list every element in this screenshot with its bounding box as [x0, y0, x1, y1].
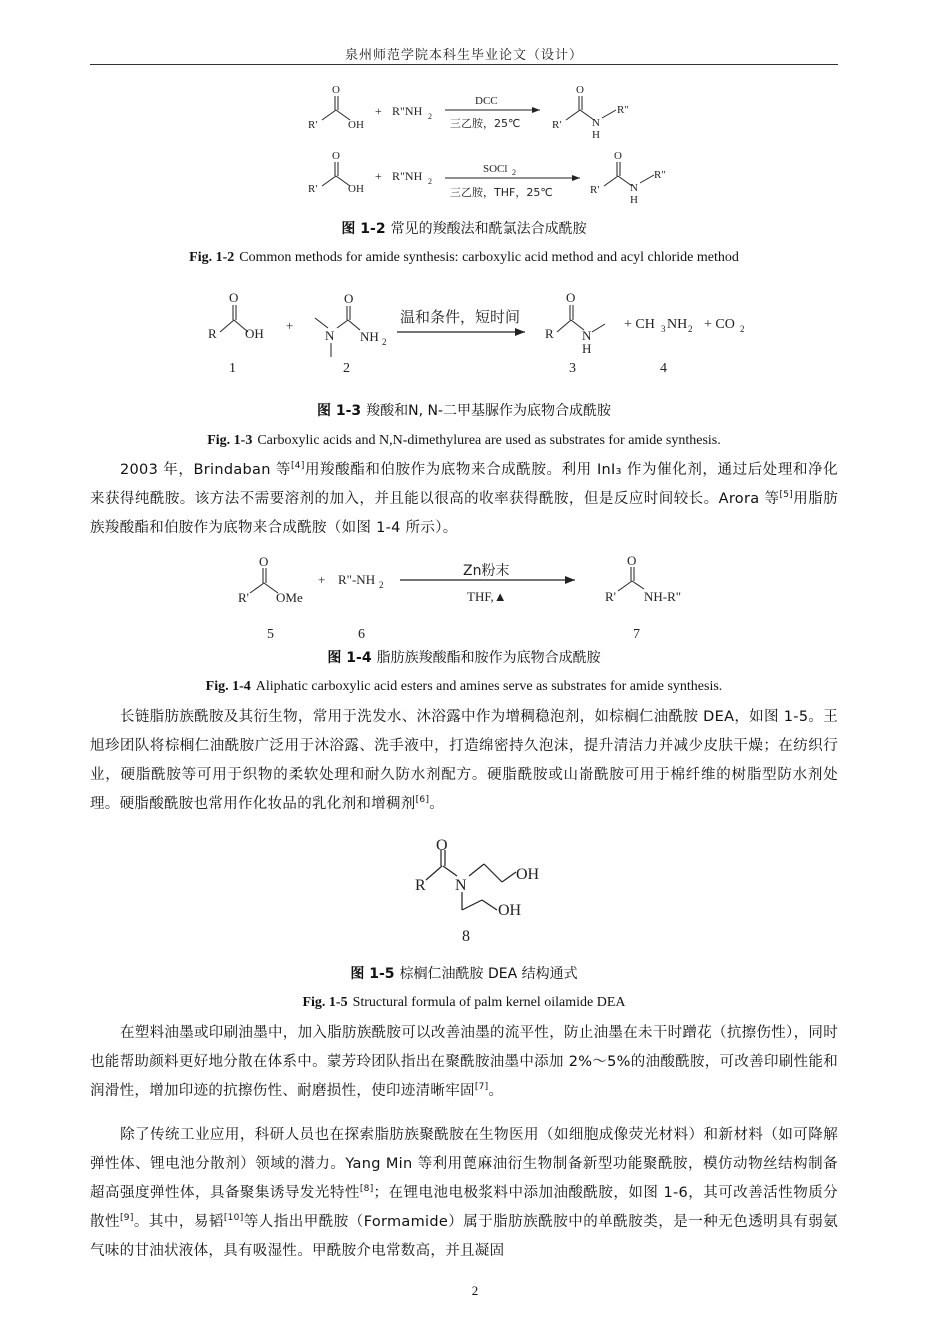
figure-1-5-caption-cn	[90, 963, 838, 983]
figure-label: Fig. 1-3	[207, 433, 253, 448]
scheme-row-2	[308, 150, 666, 206]
atom-o: O	[576, 84, 584, 96]
text-run: ；在锂电池电极浆料中添加油酸酰胺，如图 1-6，其可改善活性物质分散性	[90, 1185, 838, 1230]
text-run: 。	[429, 796, 445, 812]
structure-drawing	[412, 838, 562, 948]
atom-h: H	[582, 341, 592, 356]
atom-o: O	[436, 837, 448, 854]
hydroxyl-group: OH	[516, 866, 540, 883]
figure-1-2-caption-cn	[90, 218, 838, 238]
reagent-label: SOCl	[483, 163, 508, 175]
text-run: 等人指出甲酰胺（Formamide）属于脂肪族酰胺中的单酰胺类，是一种无色透明具有弱氨气味的甘油状液体，具有吸湿性。甲酰胺介电常数高，并且凝固	[90, 1214, 838, 1259]
atom-o: O	[627, 553, 637, 568]
byproduct-methylamine: + CH	[624, 317, 655, 332]
hydroxyl-group: OH	[498, 902, 522, 919]
atom-oh: OH	[245, 326, 264, 341]
atom-h: H	[630, 194, 638, 206]
atom-r2: R"	[617, 104, 629, 116]
atom-o: O	[229, 290, 239, 305]
caption-text: 棕榈仁油酰胺 DEA 结构通式	[399, 966, 578, 982]
atom-r: R	[545, 326, 554, 341]
figure-1-4-caption-en	[90, 679, 838, 695]
paragraph-biomedical	[90, 1121, 838, 1266]
citation-ref: [7]	[474, 1082, 489, 1092]
arrow-condition: 温和条件，短时间	[400, 308, 521, 326]
atom-o: O	[332, 84, 340, 96]
compound-number: 8	[462, 928, 470, 945]
atom-o: O	[332, 150, 340, 162]
reaction-scheme-drawing	[200, 290, 760, 385]
amide-nh-group: NH-R"	[644, 589, 682, 604]
byproduct-methylamine-tail: NH	[667, 317, 688, 332]
paragraph-long-chain-amides	[90, 703, 838, 819]
caption-text: Structural formula of palm kernel oilamide DEA	[352, 995, 626, 1010]
atom-r: R	[208, 326, 217, 341]
text-run: 在塑料油墨或印刷油墨中，加入脂肪族酰胺可以改善油墨的流平性，防止油墨在未干时蹭花（抗擦伤性），同时也能帮助颜料更好地分散在体系中。蒙芳玲团队指出在聚酰胺油墨中添加 2%～5%的油酸酰胺，可改善印刷性能和润滑性，增加印迹的抗擦伤性、耐磨损性，使印迹清晰牢固	[90, 1025, 838, 1099]
atom-o: O	[566, 290, 576, 305]
citation-ref: [9]	[120, 1213, 134, 1223]
atom-n: N	[325, 328, 335, 343]
page-number: 2	[471, 1283, 479, 1298]
atom-r: R'	[238, 590, 250, 605]
citation-ref: [8]	[359, 1184, 374, 1194]
figure-1-4-caption-cn	[90, 647, 838, 667]
atom-r: R'	[308, 183, 318, 195]
atom-oh: OH	[348, 183, 364, 195]
condition-label: 三乙胺，25℃	[450, 117, 521, 130]
figure-label: 图 1-5	[350, 966, 395, 982]
subscript: 2	[379, 580, 384, 590]
condition-label: THF,▲	[467, 589, 507, 604]
atom-n: N	[582, 328, 592, 343]
plus-sign: +	[375, 169, 382, 183]
text-run: 2003 年，Brindaban 等	[120, 462, 291, 478]
header-rule	[90, 64, 838, 65]
scheme-1-2	[300, 82, 680, 222]
atom-o: O	[259, 554, 269, 569]
subscript: 3	[661, 324, 666, 334]
plus-sign: +	[286, 318, 294, 333]
scheme-1-3	[200, 290, 760, 385]
amine-formula: R"-NH	[338, 572, 376, 587]
amine-formula: R"NH	[392, 169, 423, 183]
amine-formula: R"NH	[392, 104, 423, 118]
figure-label: Fig. 1-5	[302, 995, 348, 1010]
atom-o: O	[344, 291, 354, 306]
compound-number: 5	[267, 627, 274, 642]
caption-text: 羧酸和N, N-二甲基脲作为底物合成酰胺	[366, 403, 612, 419]
caption-text: Aliphatic carboxylic acid esters and amines serve as substrates for amide synthesis.	[255, 679, 723, 694]
scheme-1-4	[230, 553, 710, 647]
paragraph-ink	[90, 1019, 838, 1106]
byproduct-co2: + CO	[704, 317, 735, 332]
compound-number: 2	[343, 361, 350, 376]
compound-number: 4	[660, 361, 667, 376]
running-header: 泉州师范学院本科生毕业论文（设计）	[344, 48, 583, 63]
atom-r: R'	[308, 119, 318, 131]
methoxy-group: OMe	[276, 590, 303, 605]
compound-number: 7	[633, 627, 640, 642]
atom-r: R	[415, 877, 426, 894]
atom-n: N	[592, 117, 600, 129]
compound-number: 1	[229, 361, 236, 376]
atom-n: N	[455, 877, 467, 894]
plus-sign: +	[375, 104, 382, 118]
caption-text: Carboxylic acids and N,N-dimethylurea are used as substrates for amide synthesis.	[257, 433, 721, 448]
caption-text: 脂肪族羧酸酯和胺作为底物合成酰胺	[376, 650, 601, 666]
structure-1-5	[412, 838, 562, 948]
atom-oh: OH	[348, 119, 364, 131]
atom-n: N	[630, 182, 638, 194]
caption-text: 常见的羧酸法和酰氯法合成酰胺	[390, 221, 587, 237]
text-run: 长链脂肪族酰胺及其衍生物，常用于洗发水、沐浴露中作为增稠稳泡剂，如棕榈仁油酰胺 DEA，如图 1-5。王旭珍团队将棕榈仁油酰胺广泛用于沐浴露、洗手液中，打造绵密持久泡沫，提升清洁力并减少皮肤干燥；在纺织行业，硬脂酰胺等可用于织物的柔软处理和耐久防水剂配方。硬脂酰胺或山嵛酰胺可用于棉纤维的树脂型防水剂处理。硬脂酸酰胺也常用作化妆品的乳化剂和增稠剂	[90, 709, 838, 812]
text-run: 用羧酸酯和伯胺作为底物来合成酰胺。利用 InI₃ 作为催化剂，通过后处理和净化来获得纯酰胺。该方法不需要溶剂的加入，并且能以很高的收率获得酰胺，但是反应时间较长。Arora 等	[90, 462, 838, 507]
figure-1-3-caption-en	[90, 433, 838, 449]
reagent-label: DCC	[475, 95, 498, 107]
reagent-label: Zn粉末	[463, 563, 510, 579]
atom-r: R'	[590, 184, 600, 196]
subscript: 2	[382, 337, 387, 347]
atom-r2: R"	[654, 169, 666, 181]
subscript: 2	[428, 177, 432, 186]
text-run: 用脂肪族羧酸酯和伯胺作为底物来合成酰胺（如图 1-4 所示）。	[90, 491, 838, 536]
atom-o: O	[614, 150, 622, 162]
text-run: 除了传统工业应用，科研人员也在探索脂肪族聚酰胺在生物医用（如细胞成像荧光材料）和新材料（如可降解弹性体、锂电池分散剂）领域的潜力。Yang Min 等利用蓖麻油衍生物制备新型功能聚酰胺，模仿动物丝结构制备超高强度弹性体，具备聚集诱导发光特性	[90, 1127, 838, 1201]
amino-group: NH	[360, 329, 379, 344]
subscript: 2	[688, 324, 693, 334]
plus-sign: +	[318, 572, 326, 587]
atom-h: H	[592, 129, 600, 141]
atom-r: R'	[552, 119, 562, 131]
figure-label: 图 1-2	[341, 221, 386, 237]
figure-label: 图 1-4	[327, 650, 372, 666]
caption-text: Common methods for amide synthesis: carboxylic acid method and acyl chloride method	[239, 250, 739, 265]
figure-label: 图 1-3	[316, 403, 362, 419]
reaction-scheme-drawing	[300, 82, 680, 222]
citation-ref: [6]	[415, 795, 430, 805]
citation-ref: [5]	[779, 490, 794, 500]
text-run: 。其中，易韬	[133, 1214, 224, 1230]
subscript: 2	[740, 324, 745, 334]
compound-number: 6	[358, 627, 365, 642]
text-run: 。	[488, 1083, 504, 1099]
paragraph-brindaban	[90, 456, 838, 543]
subscript: 2	[428, 112, 432, 121]
subscript: 2	[512, 168, 516, 177]
scheme-row-1	[308, 84, 629, 141]
citation-ref: [10]	[223, 1213, 244, 1223]
figure-label: Fig. 1-2	[189, 250, 235, 265]
condition-label: 三乙胺，THF，25℃	[450, 186, 553, 199]
figure-1-3-caption-cn	[90, 400, 838, 420]
figure-1-5-caption-en	[90, 995, 838, 1011]
figure-1-2-caption-en	[90, 250, 838, 266]
compound-number: 3	[569, 361, 576, 376]
atom-r: R'	[605, 589, 617, 604]
citation-ref: [4]	[291, 461, 305, 471]
reaction-scheme-drawing	[230, 553, 710, 647]
figure-label: Fig. 1-4	[205, 679, 251, 694]
